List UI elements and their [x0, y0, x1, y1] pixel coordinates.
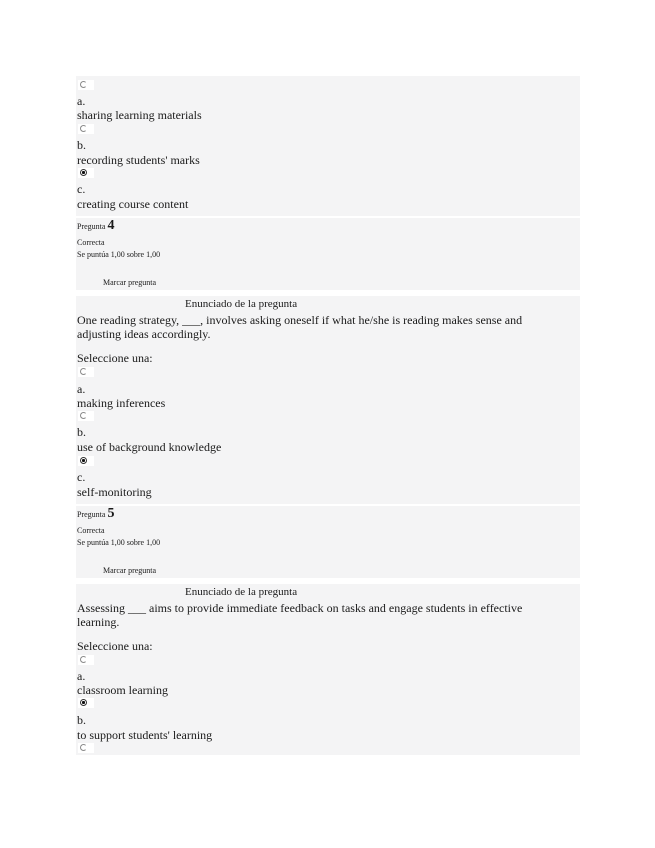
q4-option-b-text[interactable]: use of background knowledge	[77, 440, 222, 454]
q4-flag-question[interactable]: Marcar pregunta	[103, 278, 157, 287]
q4-option-c-radio[interactable]	[78, 456, 94, 466]
q5-flag-question[interactable]: Marcar pregunta	[103, 566, 157, 575]
q3-answer-panel	[76, 76, 580, 216]
q4-score: Se puntúa 1,00 sobre 1,00	[77, 250, 161, 259]
q5-heading	[77, 508, 114, 520]
q5-option-c-radio[interactable]	[78, 743, 94, 753]
q4-option-c-text[interactable]: self-monitoring	[77, 485, 152, 499]
q5-number: 5	[107, 506, 115, 521]
q4-question-text: One reading strategy, ___, involves asking oneself if what he/she is reading makes sense and adjusting ideas accordingly.	[77, 313, 523, 341]
q4-option-b-radio[interactable]	[78, 411, 94, 421]
q3-option-a-radio[interactable]	[78, 80, 94, 90]
q4-heading	[77, 220, 114, 232]
q5-question-text: Assessing ___ aims to provide immediate feedback on tasks and engage students in effective learning.	[77, 601, 523, 629]
q3-option-b-text[interactable]: recording students' marks	[77, 153, 200, 167]
q5-option-a-letter: a.	[77, 669, 86, 683]
q4-option-a-radio[interactable]	[78, 367, 94, 377]
q3-option-b-radio[interactable]	[78, 124, 94, 134]
q3-option-c-letter: c.	[77, 182, 86, 196]
q5-enunciado-title: Enunciado de la pregunta	[185, 586, 298, 598]
q3-option-b-letter: b.	[77, 138, 86, 152]
q4-prompt: Seleccione una:	[77, 351, 153, 365]
q4-option-a-text[interactable]: making inferences	[77, 396, 166, 410]
q5-prompt: Seleccione una:	[77, 639, 153, 653]
q4-enunciado-title: Enunciado de la pregunta	[185, 298, 298, 310]
q3-option-a-letter: a.	[77, 94, 86, 108]
q5-state: Correcta	[77, 526, 105, 535]
q4-state: Correcta	[77, 238, 105, 247]
q5-option-a-text[interactable]: classroom learning	[77, 683, 168, 697]
q3-option-c-radio[interactable]	[78, 168, 94, 178]
q4-option-b-letter: b.	[77, 425, 86, 439]
q5-pregunta-label: Pregunta	[77, 510, 106, 519]
q5-option-a-radio[interactable]	[78, 655, 94, 665]
q5-option-b-text[interactable]: to support students' learning	[77, 728, 213, 742]
q5-score: Se puntúa 1,00 sobre 1,00	[77, 538, 161, 547]
q4-option-c-letter: c.	[77, 470, 86, 484]
q3-option-c-text[interactable]: creating course content	[77, 197, 189, 211]
q4-option-a-letter: a.	[77, 382, 86, 396]
q3-option-a-text[interactable]: sharing learning materials	[77, 108, 202, 122]
q4-number: 4	[107, 218, 115, 233]
q4-pregunta-label: Pregunta	[77, 222, 106, 231]
q5-option-b-radio[interactable]	[78, 698, 94, 708]
q5-option-b-letter: b.	[77, 713, 86, 727]
